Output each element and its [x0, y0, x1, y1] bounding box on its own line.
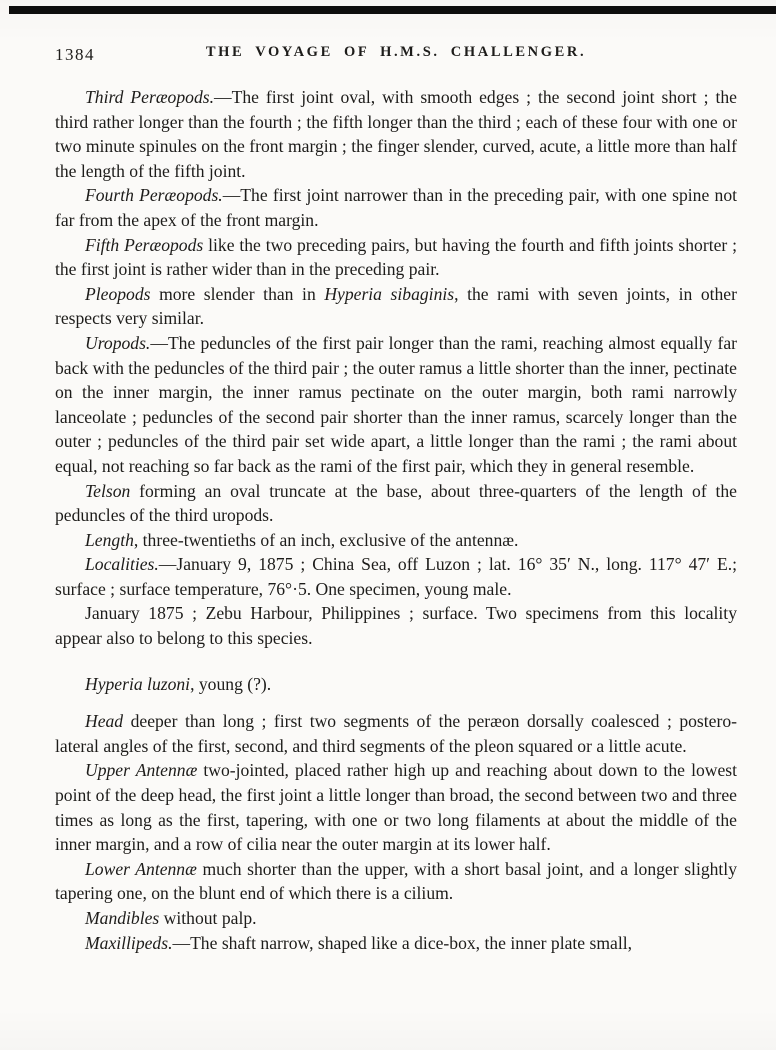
paragraph	[55, 282, 737, 331]
text-run: like the two preceding pairs, but having the fourth and fifth joints shorter ; the first joint is rather wider than in the preceding pair.	[55, 234, 738, 280]
italic-run: Maxillipeds.	[85, 932, 173, 953]
italic-run: Fifth Peræopods	[85, 234, 204, 255]
text-run: forming an oval truncate at the base, about three-quarters of the length of the peduncles of the third uropods.	[55, 480, 737, 526]
text-run: two-jointed, placed rather high up and reaching about down to the lowest point of the deep head, the first joint a little longer than broad, the second between two and three times as long as the first, tapering, with one or two long filaments at about the middle of the inner margin, and a row of cilia near the outer margin at its lower half.	[55, 760, 738, 855]
paragraph	[55, 758, 737, 856]
italic-run: Uropods.	[85, 332, 151, 353]
paragraph	[55, 85, 737, 183]
italic-run: Pleopods	[85, 283, 151, 304]
text-run: without palp.	[159, 908, 257, 928]
text-run: —January 9, 1875 ; China Sea, off Luzon ; lat. 16° 35′ N., long. 117° 47′ E.; surface ; surface temperature, 76°·5. One specimen, young male.	[55, 554, 737, 599]
text-run: much shorter than the upper, with a short basal joint, and a longer slightly tapering one, on the blunt end of which there is a cilium.	[55, 858, 737, 904]
paragraph	[55, 479, 737, 528]
paragraph	[55, 552, 737, 601]
paragraph	[55, 233, 737, 282]
italic-run: Fourth Peræopods.	[85, 185, 223, 206]
italic-run: Third Peræopods.	[85, 87, 214, 107]
text-run: —The first joint oval, with smooth edges ; the second joint short ; the third rather longer than the fourth ; the fifth longer than the third ; each of these four with one or two minute spinules on the front margin ; the finger slender, curved, acute, a little more than half the length of the fifth joint.	[55, 87, 737, 181]
text-run: , three-twentieths of an inch, exclusive of the antennæ.	[133, 529, 519, 550]
scan-artifact-bar	[9, 6, 776, 14]
text-run: , young (?).	[190, 673, 272, 694]
page-number: 1384	[55, 45, 95, 64]
text-run: —The peduncles of the first pair longer than the rami, reaching almost equally far back with the peduncles of the third pair ; the outer ramus a little shorter than the inner, pectinate on the inner margin, the inner ramus pectinate on the outer margin, both rami narrowly lanceolate ; peduncles of the second pair shorter than the inner ramus, scarcely longer than the outer ; peduncles of the third pair set wide apart, a little longer than the rami ; the rami about equal, not reaching so far back as the rami of the first pair, which they in general resemble.	[55, 332, 737, 476]
paragraph	[55, 528, 737, 553]
paragraphs-bottom	[55, 709, 737, 955]
paragraph	[55, 857, 737, 906]
italic-run: Telson	[85, 480, 131, 501]
text-run: —The first joint narrower than in the preceding pair, with one spine not far from the apex of the front margin.	[55, 185, 738, 230]
italic-run: Lower Antennæ	[85, 858, 197, 879]
paragraph	[55, 931, 737, 956]
italic-run: Head	[85, 711, 124, 732]
text-run: , the rami with seven joints, in other respects very similar.	[55, 283, 737, 329]
page-header	[55, 42, 737, 66]
text-run: deeper than long ; first two segments of the peræon dorsally coalesced ; postero-lateral angles of the first, second, and third segments of the pleon squared or a little acute.	[55, 711, 737, 756]
running-head-title: THE VOYAGE OF H.M.S. CHALLENGER.	[205, 44, 587, 60]
italic-run: Hyperia luzoni	[85, 673, 191, 694]
paragraph	[55, 331, 737, 479]
text-run: January 1875 ; Zebu Harbour, Philippines ; surface. Two specimens from this locality appear also to belong to this species.	[55, 603, 737, 649]
italic-run: Localities.	[85, 554, 159, 575]
paragraph	[55, 183, 737, 232]
paragraph	[55, 601, 737, 650]
species-heading	[55, 672, 737, 697]
italic-run: Length	[85, 529, 134, 550]
paragraph	[55, 906, 737, 931]
text-run: more slender than in	[150, 283, 325, 304]
text-block	[55, 85, 737, 955]
paragraph	[55, 709, 737, 758]
italic-run: Mandibles	[85, 908, 160, 928]
italic-run: Hyperia sibaginis	[324, 283, 455, 304]
italic-run: Upper Antennæ	[85, 760, 198, 781]
text-run: —The shaft narrow, shaped like a dice-box, the inner plate small,	[172, 932, 633, 953]
paragraphs-top	[55, 85, 737, 651]
